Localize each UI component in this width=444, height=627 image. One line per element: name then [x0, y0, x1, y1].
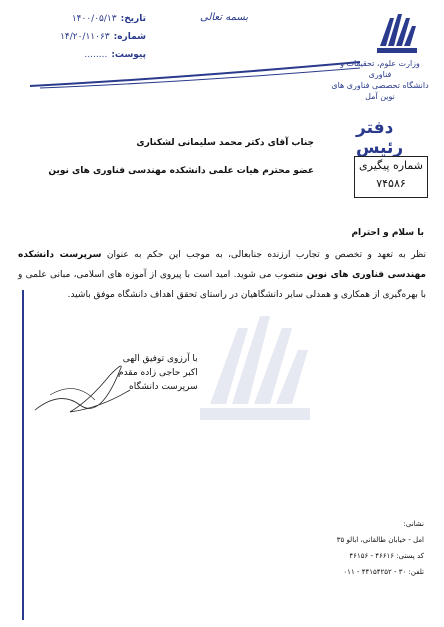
- basmala: بسمه تعالی: [200, 12, 249, 23]
- margin-line: [22, 290, 24, 620]
- letter-body: [18, 245, 426, 305]
- signer-name: اکبر حاجی زاده مقدم: [118, 368, 198, 378]
- tracking-box: [354, 156, 428, 198]
- addressee: جناب آقای دکتر محمد سلیمانی لشکناری: [136, 138, 314, 148]
- letter-meta: [16, 10, 146, 64]
- body-bold-text: سرپرست دانشکده مهندسی فناوری های نوین: [18, 250, 426, 280]
- number-label: شماره:: [113, 32, 146, 42]
- ministry-name: وزارت علوم، تحقیقات و فناوری: [340, 59, 420, 79]
- body-text-1: نظر به تعهد و تخصص و تجارب ارزنده جنابعالی، به موجب این حکم به عنوان: [101, 250, 426, 260]
- footer-address: [337, 516, 424, 580]
- phone-number: تلفن: ۳۰ - ۴۴۱۵۴۲۵۲ - ۰۱۱: [343, 568, 424, 576]
- number-row: [16, 28, 146, 46]
- org-names: [330, 58, 430, 102]
- attachment-label: پیوست:: [111, 50, 146, 60]
- address-label: نشانی:: [403, 520, 424, 528]
- tracking-label: شماره پیگیری: [359, 159, 423, 172]
- closing: با آرزوی توفیق الهی: [122, 354, 198, 364]
- number-value: ۱۴/۲۰/۱۱۰۶۳: [60, 32, 110, 42]
- greeting: با سلام و احترام: [351, 228, 424, 238]
- date-value: ۱۴۰۰/۰۵/۱۳: [71, 14, 117, 24]
- postal-code: کد پستی: ۴۶۶۱۶ - ۴۶۱۵۶: [349, 552, 424, 560]
- university-name: دانشگاه تحصصی فناوری های نوین آمل: [331, 81, 429, 101]
- date-label: تاریخ:: [120, 14, 146, 24]
- address-line: امل - خیابان طالقانی، ابالو ۳۵: [336, 536, 424, 544]
- body-text-2: منصوب می شوید. امید است با پیروی از آموزه های اسلامی، مبانی علمی و با بهره‌گیری از همکاری و همدلی سایر دانشگاهیان در راستای تحقق اهداف دانشگاه موفق باشید.: [18, 270, 426, 300]
- signature-block: [118, 352, 198, 394]
- watermark-logo-icon: [190, 300, 320, 430]
- tracking-number: ۷۴۵۸۶: [376, 177, 406, 190]
- attachment-value: ........: [84, 50, 108, 60]
- header-swoosh: [30, 60, 360, 90]
- addressee-title: عضو محترم هیات علمی دانشکده مهندسی فناوری های نوین: [48, 166, 314, 176]
- university-logo-icon: [372, 8, 422, 58]
- signer-title: سرپرست دانشگاه: [128, 382, 198, 392]
- date-row: [16, 10, 146, 28]
- office-title: دفتر رئیس: [356, 118, 404, 158]
